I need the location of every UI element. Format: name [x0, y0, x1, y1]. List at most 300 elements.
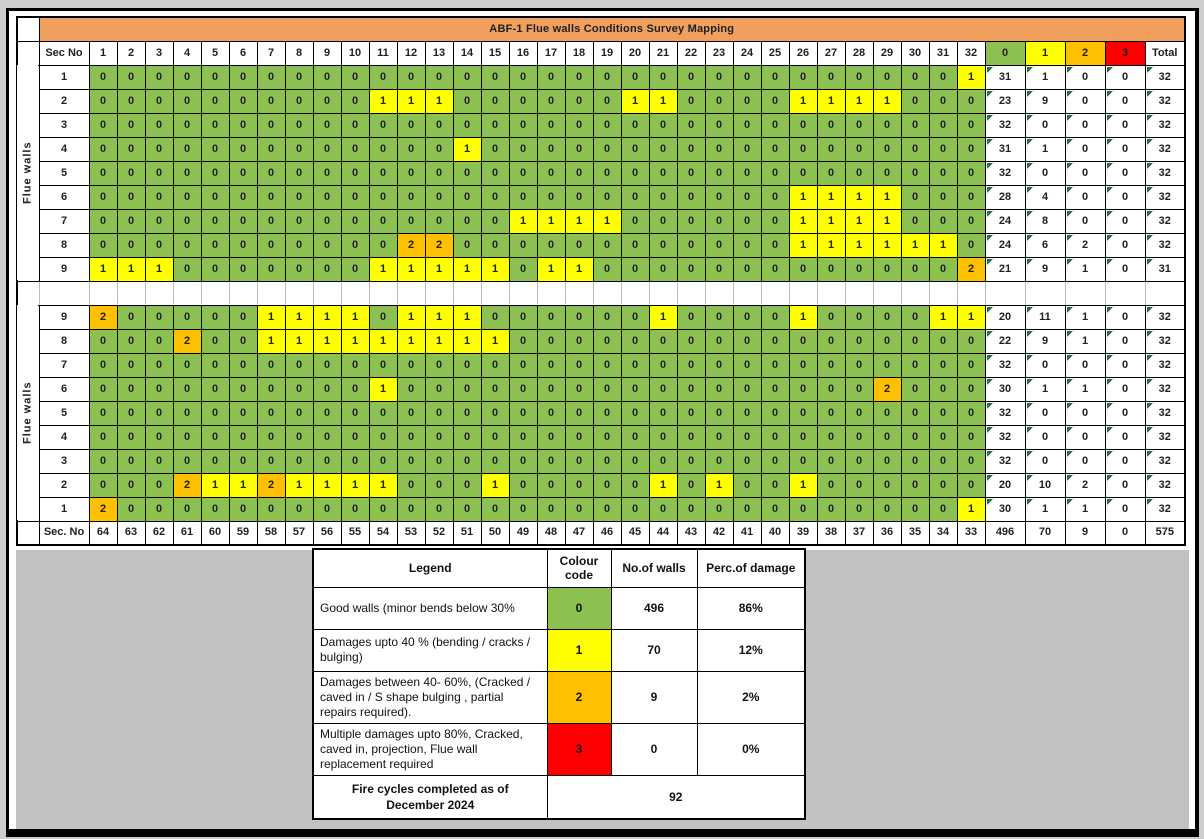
corner-cell	[17, 521, 39, 545]
grid-cell: 0	[89, 209, 117, 233]
grid-cell: 0	[173, 65, 201, 89]
grid-cell: 0	[901, 161, 929, 185]
summary-cell: 32	[1145, 161, 1185, 185]
grid-cell: 0	[789, 329, 817, 353]
grid-row	[17, 305, 1185, 329]
grid-cell: 0	[453, 401, 481, 425]
grid-cell: 0	[481, 113, 509, 137]
col-header: 8	[285, 41, 313, 65]
summary-cell: 32	[985, 401, 1025, 425]
grid-cell: 0	[369, 209, 397, 233]
row-label: 5	[39, 401, 89, 425]
grid-cell: 0	[453, 185, 481, 209]
grid-cell: 0	[649, 113, 677, 137]
col-header: 32	[957, 41, 985, 65]
summary-cell: 0	[1065, 185, 1105, 209]
sec-no-cell: 36	[873, 521, 901, 545]
grid-cell: 0	[901, 209, 929, 233]
grid-cell: 0	[733, 329, 761, 353]
flue-walls-label-top: Flue walls	[17, 65, 39, 281]
sec-no-cell: 43	[677, 521, 705, 545]
gap-cell	[705, 281, 733, 305]
damage-percent: 0%	[697, 723, 805, 775]
sec-no-cell: 55	[341, 521, 369, 545]
grid-cell: 0	[649, 377, 677, 401]
grid-cell: 0	[845, 65, 873, 89]
sec-no-cell: 58	[257, 521, 285, 545]
grid-cell: 0	[677, 305, 705, 329]
grid-row	[17, 137, 1185, 161]
sec-no-cell: 45	[621, 521, 649, 545]
gap-cell	[341, 281, 369, 305]
grid-cell: 0	[509, 233, 537, 257]
grid-cell: 0	[285, 497, 313, 521]
grid-cell: 0	[733, 497, 761, 521]
sec-no-cell: 38	[817, 521, 845, 545]
legend-row-good	[313, 587, 805, 629]
grid-cell: 0	[957, 233, 985, 257]
summary-cell: 0	[1105, 137, 1145, 161]
grid-cell: 0	[453, 377, 481, 401]
grid-cell: 0	[649, 449, 677, 473]
grid-cell: 0	[341, 185, 369, 209]
grid-cell: 0	[593, 425, 621, 449]
grid-cell: 0	[453, 209, 481, 233]
grid-cell: 0	[117, 209, 145, 233]
col-header: 30	[901, 41, 929, 65]
grid-cell: 0	[649, 425, 677, 449]
sec-no-cell: 40	[761, 521, 789, 545]
grid-cell: 0	[593, 161, 621, 185]
grid-cell: 0	[481, 89, 509, 113]
grid-cell: 0	[817, 161, 845, 185]
gap-cell	[481, 281, 509, 305]
grid-cell: 0	[509, 137, 537, 161]
grid-cell: 0	[313, 137, 341, 161]
summary-cell: 6	[1025, 233, 1065, 257]
grid-cell: 0	[201, 257, 229, 281]
grid-cell: 0	[873, 161, 901, 185]
grid-cell: 0	[705, 305, 733, 329]
grid-cell: 1	[341, 473, 369, 497]
grid-cell: 0	[733, 233, 761, 257]
grid-cell: 0	[313, 377, 341, 401]
grid-cell: 0	[733, 209, 761, 233]
grid-cell: 0	[593, 305, 621, 329]
grid-cell: 2	[873, 377, 901, 401]
grid-cell: 0	[425, 137, 453, 161]
grid-cell: 0	[593, 233, 621, 257]
grid-cell: 0	[229, 377, 257, 401]
grid-cell: 0	[453, 497, 481, 521]
grid-cell: 0	[145, 449, 173, 473]
summary-cell: 32	[1145, 305, 1185, 329]
grid-cell: 1	[873, 185, 901, 209]
grid-cell: 0	[117, 137, 145, 161]
grid-cell: 0	[397, 209, 425, 233]
summary-cell: 1	[1065, 377, 1105, 401]
row-label: 3	[39, 113, 89, 137]
gap-cell	[789, 281, 817, 305]
grid-cell: 0	[229, 257, 257, 281]
grid-cell: 0	[929, 425, 957, 449]
grid-cell: 0	[845, 473, 873, 497]
grid-cell: 0	[929, 65, 957, 89]
grid-cell: 2	[89, 497, 117, 521]
summary-cell: 32	[1145, 449, 1185, 473]
grid-cell: 0	[89, 449, 117, 473]
col-header: 23	[705, 41, 733, 65]
grid-cell: 0	[397, 137, 425, 161]
grid-cell: 0	[453, 449, 481, 473]
grid-cell: 0	[285, 377, 313, 401]
grid-cell: 0	[761, 233, 789, 257]
grid-cell: 0	[201, 185, 229, 209]
grid-cell: 0	[705, 65, 733, 89]
grid-cell: 1	[481, 329, 509, 353]
summary-cell: 0	[1105, 329, 1145, 353]
row-label: 9	[39, 305, 89, 329]
grid-cell: 0	[425, 449, 453, 473]
grid-cell: 0	[257, 449, 285, 473]
sec-no-cell: 47	[565, 521, 593, 545]
gap-cell	[733, 281, 761, 305]
grid-cell: 0	[285, 113, 313, 137]
survey-table	[16, 16, 1186, 546]
grid-cell: 0	[537, 401, 565, 425]
gap-cell	[145, 281, 173, 305]
grid-cell: 0	[957, 449, 985, 473]
row-label: 5	[39, 161, 89, 185]
grid-cell: 1	[509, 209, 537, 233]
grid-cell: 1	[257, 329, 285, 353]
grid-cell: 1	[481, 257, 509, 281]
grid-cell: 0	[845, 137, 873, 161]
grid-cell: 0	[621, 161, 649, 185]
sec-no-cell: 39	[789, 521, 817, 545]
grid-cell: 0	[285, 89, 313, 113]
grid-cell: 0	[481, 449, 509, 473]
grid-cell: 0	[89, 329, 117, 353]
grid-cell: 0	[873, 65, 901, 89]
walls-count: 0	[611, 723, 697, 775]
row-label: 6	[39, 185, 89, 209]
sec-no-cell: 46	[593, 521, 621, 545]
grid-cell: 0	[621, 353, 649, 377]
grid-cell: 0	[369, 497, 397, 521]
grid-cell: 0	[705, 377, 733, 401]
grid-cell: 0	[929, 89, 957, 113]
grid-cell: 0	[313, 161, 341, 185]
summary-cell: 9	[1025, 329, 1065, 353]
col-header: 5	[201, 41, 229, 65]
gap-cell	[537, 281, 565, 305]
grid-cell: 0	[145, 185, 173, 209]
grid-cell: 0	[341, 353, 369, 377]
grid-cell: 0	[565, 377, 593, 401]
summary-cell: 23	[985, 89, 1025, 113]
grid-cell: 0	[117, 89, 145, 113]
page-title: ABF-1 Flue walls Conditions Survey Mapping	[39, 17, 1185, 41]
grid-cell: 0	[369, 65, 397, 89]
grid-cell: 1	[481, 473, 509, 497]
grid-cell: 0	[677, 137, 705, 161]
summary-cell: 21	[985, 257, 1025, 281]
summary-cell: 9	[1025, 89, 1065, 113]
legend-header: Legend	[313, 549, 547, 587]
grid-cell: 0	[845, 161, 873, 185]
legend-desc: Damages upto 40 % (bending / cracks / bulging)	[313, 629, 547, 671]
sec-no-cell: 37	[845, 521, 873, 545]
grid-cell: 0	[341, 257, 369, 281]
grid-cell: 0	[173, 185, 201, 209]
grid-cell: 0	[649, 185, 677, 209]
grid-cell: 0	[929, 497, 957, 521]
grid-cell: 0	[397, 113, 425, 137]
grid-cell: 0	[201, 329, 229, 353]
col-header: 17	[537, 41, 565, 65]
grid-cell: 0	[145, 209, 173, 233]
summary-cell: 32	[1145, 65, 1185, 89]
grid-cell: 0	[201, 137, 229, 161]
grid-cell: 0	[509, 305, 537, 329]
grid-cell: 0	[201, 233, 229, 257]
grid-cell: 0	[341, 209, 369, 233]
summary-cell: 0	[1065, 401, 1105, 425]
grid-cell: 0	[201, 65, 229, 89]
grid-cell: 0	[901, 401, 929, 425]
grid-cell: 0	[845, 257, 873, 281]
grid-cell: 0	[789, 137, 817, 161]
gap-cell	[901, 281, 929, 305]
grid-cell: 0	[761, 185, 789, 209]
grid-cell: 0	[705, 401, 733, 425]
grid-cell: 0	[89, 473, 117, 497]
summary-cell: 0	[1105, 353, 1145, 377]
grid-cell: 1	[397, 329, 425, 353]
summary-cell: 0	[1105, 233, 1145, 257]
title-row	[17, 17, 1185, 41]
grid-cell: 0	[453, 89, 481, 113]
summary-cell: 22	[985, 329, 1025, 353]
grid-cell: 0	[705, 449, 733, 473]
grid-cell: 0	[537, 65, 565, 89]
grid-cell: 0	[537, 425, 565, 449]
summary-cell: 28	[985, 185, 1025, 209]
gap-cell	[453, 281, 481, 305]
col-header: 6	[229, 41, 257, 65]
grid-row	[17, 329, 1185, 353]
grid-cell: 1	[621, 89, 649, 113]
row-label: 6	[39, 377, 89, 401]
summary-cell: 8	[1025, 209, 1065, 233]
no-of-walls-header: No.of walls	[611, 549, 697, 587]
grid-cell: 0	[957, 185, 985, 209]
grid-cell: 1	[369, 257, 397, 281]
grid-cell: 0	[537, 305, 565, 329]
summary-cell: 0	[1065, 137, 1105, 161]
grid-cell: 0	[509, 257, 537, 281]
grid-cell: 0	[565, 113, 593, 137]
summary-cell: 0	[1105, 497, 1145, 521]
grid-cell: 0	[89, 353, 117, 377]
summary-cell: 0	[1065, 209, 1105, 233]
grid-cell: 0	[341, 233, 369, 257]
header-row	[17, 41, 1185, 65]
grid-cell: 0	[817, 353, 845, 377]
grid-cell: 0	[733, 353, 761, 377]
grid-cell: 0	[789, 401, 817, 425]
grid-cell: 0	[89, 89, 117, 113]
grid-cell: 0	[117, 329, 145, 353]
grid-cell: 0	[257, 113, 285, 137]
grid-cell: 0	[453, 65, 481, 89]
grid-cell: 2	[257, 473, 285, 497]
grid-cell: 0	[173, 137, 201, 161]
grid-cell: 0	[425, 377, 453, 401]
grid-cell: 0	[845, 497, 873, 521]
grid-cell: 0	[873, 137, 901, 161]
grid-cell: 1	[817, 185, 845, 209]
grid-cell: 1	[537, 257, 565, 281]
grid-cell: 0	[537, 449, 565, 473]
legend-row-damage2	[313, 671, 805, 723]
grid-cell: 0	[929, 257, 957, 281]
gap-cell	[39, 281, 89, 305]
grid-cell: 0	[481, 497, 509, 521]
grid-cell: 0	[873, 473, 901, 497]
col-header: 31	[929, 41, 957, 65]
sec-no-cell: 33	[957, 521, 985, 545]
grid-cell: 0	[397, 449, 425, 473]
gap-cell	[257, 281, 285, 305]
grid-cell: 0	[229, 233, 257, 257]
grid-cell: 0	[789, 65, 817, 89]
grid-cell: 0	[817, 137, 845, 161]
gap-cell	[1145, 281, 1185, 305]
grid-cell: 0	[117, 65, 145, 89]
gap-cell	[285, 281, 313, 305]
grid-cell: 0	[285, 401, 313, 425]
sec-no-cell: 52	[425, 521, 453, 545]
grid-cell: 0	[117, 401, 145, 425]
col-header: 15	[481, 41, 509, 65]
grid-cell: 0	[789, 425, 817, 449]
grid-cell: 0	[257, 209, 285, 233]
grid-cell: 0	[929, 161, 957, 185]
summary-cell: 32	[985, 425, 1025, 449]
grid-cell: 0	[481, 233, 509, 257]
grid-cell: 0	[901, 89, 929, 113]
grid-cell: 0	[313, 401, 341, 425]
grid-cell: 0	[425, 65, 453, 89]
grid-cell: 0	[705, 161, 733, 185]
legend-desc: Damages between 40- 60%, (Cracked / caved in / S shape bulging , partial repairs required).	[313, 671, 547, 723]
grid-row	[17, 497, 1185, 521]
grid-cell: 0	[89, 401, 117, 425]
grid-cell: 0	[201, 89, 229, 113]
grid-cell: 0	[117, 497, 145, 521]
grid-cell: 0	[397, 65, 425, 89]
grid-cell: 0	[901, 329, 929, 353]
grid-cell: 0	[817, 497, 845, 521]
grid-cell: 0	[761, 113, 789, 137]
grid-cell: 1	[285, 305, 313, 329]
grid-cell: 0	[313, 353, 341, 377]
fire-cycles-line2: December 2024	[386, 797, 475, 812]
gap-cell	[173, 281, 201, 305]
col-header: 19	[593, 41, 621, 65]
grid-cell: 0	[621, 137, 649, 161]
grid-cell: 0	[145, 161, 173, 185]
summary-header: 3	[1105, 41, 1145, 65]
gap-cell	[817, 281, 845, 305]
grid-cell: 1	[873, 233, 901, 257]
grid-cell: 0	[565, 449, 593, 473]
summary-cell: 32	[985, 449, 1025, 473]
summary-cell: 0	[1105, 65, 1145, 89]
grid-cell: 0	[957, 401, 985, 425]
summary-cell: 32	[1145, 377, 1185, 401]
grid-cell: 0	[229, 137, 257, 161]
damage-percent: 86%	[697, 587, 805, 629]
summary-cell: 0	[1065, 161, 1105, 185]
grid-cell: 0	[229, 329, 257, 353]
grid-cell: 0	[257, 257, 285, 281]
grid-cell: 1	[89, 257, 117, 281]
grid-cell: 0	[929, 113, 957, 137]
grid-cell: 0	[929, 449, 957, 473]
grid-cell: 0	[593, 113, 621, 137]
grid-cell: 0	[145, 425, 173, 449]
row-label: 2	[39, 89, 89, 113]
grid-cell: 0	[677, 353, 705, 377]
grid-cell: 1	[649, 89, 677, 113]
grid-cell: 0	[425, 209, 453, 233]
grid-cell: 0	[509, 353, 537, 377]
grid-cell: 0	[509, 497, 537, 521]
grid-cell: 0	[621, 113, 649, 137]
grid-cell: 0	[957, 161, 985, 185]
grid-cell: 0	[173, 161, 201, 185]
grid-cell: 0	[649, 497, 677, 521]
grid-cell: 0	[705, 209, 733, 233]
grid-cell: 0	[649, 209, 677, 233]
grid-cell: 1	[789, 209, 817, 233]
grid-cell: 0	[845, 425, 873, 449]
gap-cell	[17, 281, 39, 305]
col-header: 2	[117, 41, 145, 65]
grid-cell: 0	[817, 401, 845, 425]
grid-cell: 0	[341, 425, 369, 449]
summary-cell: 0	[1025, 401, 1065, 425]
grid-cell: 0	[173, 113, 201, 137]
grid-cell: 0	[341, 401, 369, 425]
grid-cell: 1	[453, 137, 481, 161]
summary-cell: 30	[985, 377, 1025, 401]
grid-cell: 0	[537, 473, 565, 497]
row-label: 8	[39, 329, 89, 353]
grid-cell: 0	[593, 65, 621, 89]
grid-cell: 0	[425, 425, 453, 449]
grid-cell: 0	[173, 497, 201, 521]
grid-cell: 0	[817, 65, 845, 89]
grid-cell: 0	[565, 305, 593, 329]
grid-cell: 0	[733, 89, 761, 113]
grid-cell: 0	[957, 89, 985, 113]
grid-cell: 0	[313, 209, 341, 233]
grid-row	[17, 209, 1185, 233]
